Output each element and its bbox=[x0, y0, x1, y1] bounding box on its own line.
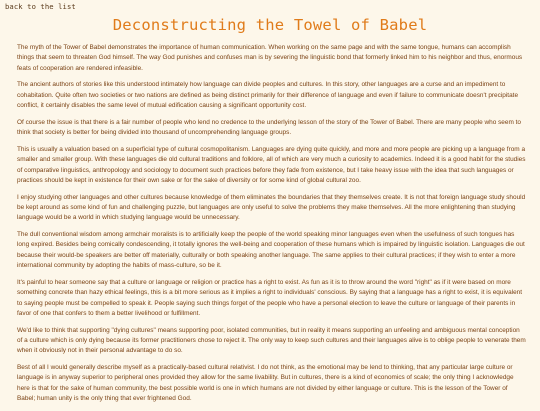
paragraph: This is usually a valuation based on a superficial type of cultural cosmopolitanism. Languages are dying quite quickly, and more and more people are picking up a language from a smaller and smaller group. With these languages die old cultural traditions and folklore, all of which are very much a curiosity to academics. Indeed it is a good habit for the studies of comparative linguistics, anthropology and sociology to document such practices before they fade from existence, but I take heavy issue with the idea that such languages or practices should be kept in existence for their own sake or for the sake of diversity or for some kind of global cultural zoo. bbox=[17, 145, 526, 184]
paragraph: The myth of the Tower of Babel demonstrates the importance of human communication. When working on the same page and with the same tongue, humans can accomplish things that seem to threaten God himself. The way God punishes and confuses man is by severing the linguistic bond that formerly linked him to his neighbor and thus, enormous feats of cooperation are rendered infeasible. bbox=[17, 44, 523, 72]
paragraph: It's painful to hear someone say that a culture or language or religion or practice has a right to exist. As fun as it is to throw around the word "right" as if it were based on more something concrete than hazy ethical feelings, this is a bit more serious as it implies a right to individuals' conscious. By saying that a language has a right to exist, it is equivalent to saying people must be compelled to speak it. People saying such things forget of the people who have a personal election to leave the culture or language of their parents in favor of one that confers to them a better livelihood or fulfillment. bbox=[17, 278, 523, 317]
paragraph: The ancient authors of stories like this understood intimately how language can divide peoples and cultures. In this story, other languages are a curse and an impediment to cohabitation. Quite often two societies or two nations are defined as being distinct primarily for their difference of language and even if failure to communicate doesn't precipitate conflict, it certainly disables the same level of mutual edification causing a significant opportunity cost. bbox=[17, 81, 519, 110]
paragraph: We'd like to think that supporting "dying cultures" means supporting poor, isolated communities, but in reality it means supporting an unfeeling and ambiguous mental conception of a culture which is only dying because its former practitioners chose to reject it. The only way to keep such cultures and their languages alive is to oblige people to venerate them when it obviously not in their personal advantage to do so. bbox=[17, 326, 526, 355]
paragraph: Of course the issue is that there is a fair number of people who lend no credence to the underlying lesson of the story of the Tower of Babel. There are many people who seem to think that society is better for being divided into thousand of uncomprehending language groups. bbox=[17, 118, 521, 137]
back-to-list-link[interactable]: back to the list bbox=[5, 2, 76, 11]
paragraph: I enjoy studying other languages and other cultures because knowledge of them eliminates the boundaries that they themselves create. It is not that foreign language study should be kept around as some kind of fun and challenging puzzle, but languages are only useful to solve the problems they make themselves. All the more enlightening than studying language would be a world in which studying language would be unnecessary. bbox=[17, 193, 526, 222]
paragraph: Best of all I would generally describe myself as a practically-based cultural relativist. I do not think, as the emotional may be lend to thinking, that any particular large culture or language is in anyway superior to peripheral ones provided they allow for the same livability. But in cultures, there is a kind of economics of scale; the only thing I acknowledge here is that for the sake of human community, the best possible world is one in which humans are not divided by either language or culture. This is the lesson of the Tower of Babel; human unity is the only thing that ever frightened God. bbox=[17, 364, 514, 403]
paragraph: The dull conventional wisdom among armchair moralists is to artificially keep the people of the world speaking minor languages even when the usefulness of such tongues has long expired. Besides being comically condescending, it totally ignores the well-being and cooperation of these humans which is impaired by linguistic isolation. Languages die out because their would-be speakers are better off materially, culturally or both speaking another language. The same applies to their cultural practices; if they wish to enter a more international community by adopting the habits of mass-culture, so be it. bbox=[17, 231, 525, 270]
page-title: Deconstructing the Towel of Babel bbox=[112, 16, 428, 34]
article-body bbox=[17, 43, 526, 411]
